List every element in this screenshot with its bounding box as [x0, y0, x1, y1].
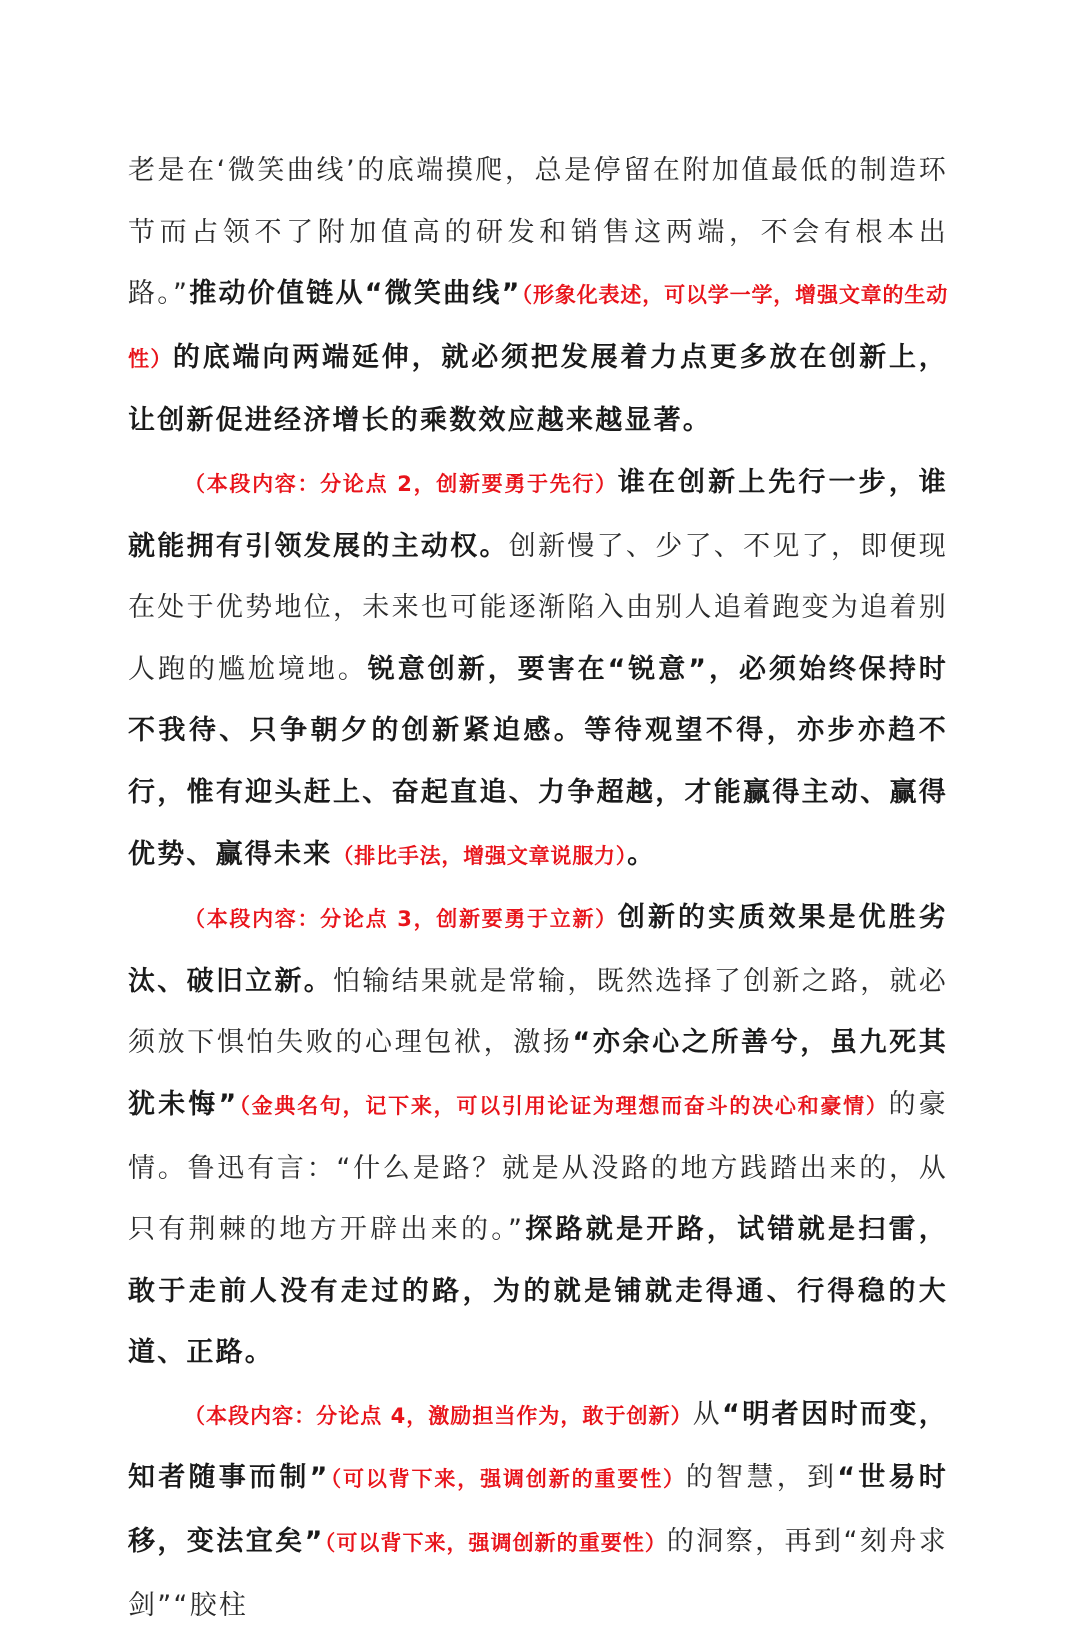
body-text: 的洞察，再到“刻舟求剑”“胶柱	[128, 1526, 948, 1621]
bold-text: 锐意创新，要害在“锐意”，必须始终保持时不我待、只争朝夕的创新紧迫感。等待观望不得，亦步亦趋不行，惟有迎头赶上、奋起直追、力争超越，才能赢得主动、赢得优势、赢得未来	[128, 653, 948, 870]
bold-text: 探路就是开路，试错就是扫雷，敢于走前人没有走过的路，为的就是铺就走得通、行得稳的大道、正路。	[128, 1214, 948, 1369]
annotation-text: （本段内容：分论点 2，创新要勇于先行）	[184, 471, 618, 496]
bold-text: “世易时移，变法宜矣”	[128, 1462, 948, 1558]
bold-text: 谁在创新上先行一步，谁就能拥有引领发展的主动权。	[128, 466, 949, 562]
bold-text: 。	[627, 838, 657, 870]
bold-text: 创新的实质效果是优胜劣汰、破旧立新。	[128, 902, 949, 997]
body-text: 创新慢了、少了、不见了，即便现在处于优势地位，未来也可能逐渐陷入由别人追着跑变为追着别人跑的尴尬境地。	[128, 530, 949, 685]
bold-text: 的底端向两端延伸，就必须把发展着力点更多放在创新上，让创新促进经济增长的乘数效应越来越显著。	[128, 341, 948, 437]
annotation-text: （本段内容：分论点 3，创新要勇于立新）	[184, 907, 618, 932]
paragraph	[128, 1384, 948, 1636]
paragraph	[128, 452, 948, 887]
annotation-text: （可以背下来，强调创新的重要性）	[329, 1467, 686, 1492]
body-text: 的豪情。鲁迅有言：“什么是路？就是从没路的地方践踏出来的，从只有荆棘的地方开辟出来的。”	[128, 1088, 949, 1246]
annotation-text: （可以背下来，强调创新的重要性）	[324, 1531, 667, 1556]
article-body	[128, 140, 948, 1636]
paragraph	[128, 887, 948, 1384]
bold-text: “亦余心之所善兮，虽九死其犹未悔”	[128, 1027, 948, 1120]
annotation-text: （排比手法，增强文章说服力）	[332, 843, 628, 868]
annotation-text: （形象化表述，可以学一学，增强文章的生动性）	[128, 283, 949, 371]
paragraph	[128, 140, 948, 452]
annotation-text: （本段内容：分论点 4，激励担当作为，敢于创新）	[184, 1403, 693, 1428]
body-text: 怕输结果就是常输，既然选择了创新之路，就必须放下惧怕失败的心理包袱，激扬	[128, 965, 949, 1059]
bold-text: “明者因时而变，知者随事而制”	[128, 1398, 948, 1494]
body-text: 的智慧，到	[685, 1462, 838, 1494]
annotation-text: （金典名句，记下来，可以引用论证为理想而奋斗的决心和豪情）	[238, 1093, 889, 1118]
bold-text: 推动价值链从“微笑曲线”	[189, 278, 522, 310]
body-text: 从	[692, 1398, 723, 1430]
body-text: 老是在‘微笑曲线’的底端摸爬，总是停留在附加值最低的制造环节而占领不了附加值高的研发和销售这两端，不会有根本出路。”	[128, 155, 948, 310]
